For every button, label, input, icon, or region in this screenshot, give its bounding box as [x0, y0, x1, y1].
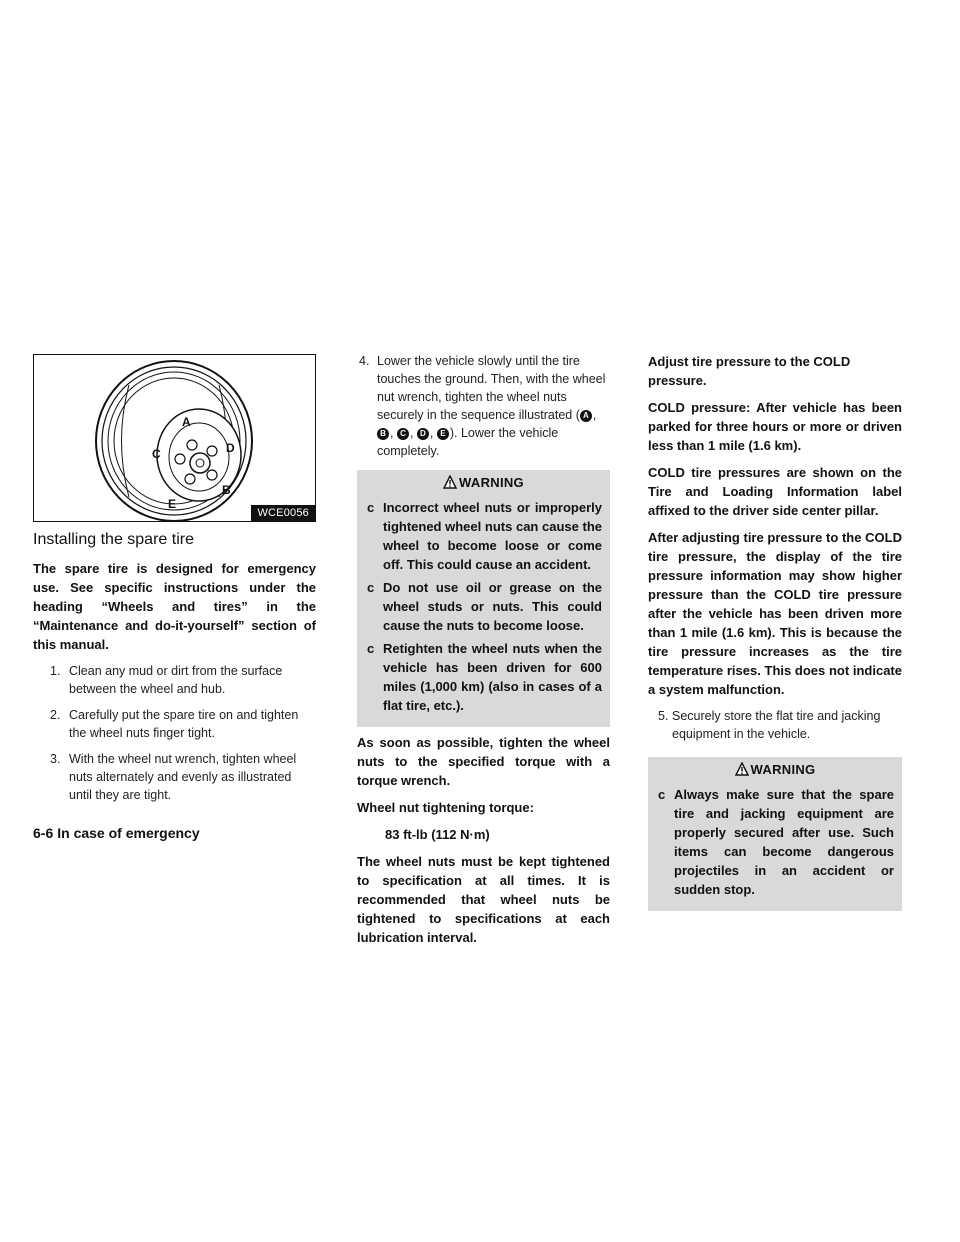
cold-definition: COLD pressure: After vehicle has been parked for three hours or more or driven less than 1 mile (1.6 km). [648, 400, 902, 453]
column-2 [357, 352, 610, 947]
warning-icon [735, 762, 749, 776]
steps-list [33, 662, 316, 804]
footer-section: In case of emergency [57, 825, 200, 841]
torque-label: Wheel nut tightening torque: [357, 800, 534, 815]
torque-value: 83 ft-lb (112 N·m) [385, 827, 490, 842]
warning-box-2 [648, 757, 902, 911]
warning-item: c Do not use oil or grease on the wheel studs or nuts. This could cause the nuts to become loose. [367, 580, 602, 633]
warning-icon [443, 475, 457, 489]
label-c: C [152, 447, 161, 461]
page-footer [33, 825, 200, 841]
warning-box [357, 470, 610, 727]
label-d: D [226, 441, 235, 455]
kept-paragraph: The wheel nuts must be kept tightened to specification at all times. It is recommended that wheel nuts be tightened to specifications at each lubrication interval. [357, 854, 610, 945]
warning-list-2 [648, 781, 902, 911]
circle-e-icon: E [437, 428, 449, 440]
step-2: 2. Carefully put the spare tire on and tighten the wheel nuts finger tight. [50, 708, 299, 740]
circle-b-icon: B [377, 428, 389, 440]
warning-header-2: WARNING [648, 757, 902, 781]
warning-item: c Incorrect wheel nuts or improperly tightened wheel nuts can cause the wheel to become loose or come off. This could cause an accident. [367, 500, 602, 572]
adjust-paragraph: Adjust tire pressure to the COLD pressure. [648, 354, 851, 388]
step-4: 4. Lower the vehicle slowly until the tire touches the ground. Then, with the wheel nut wrench, tighten the wheel nuts securely in the sequence illustrated ( A , B , C , D , E ). Lower the vehicle completely. [359, 354, 606, 458]
section-title: Installing the spare tire [33, 531, 194, 548]
step-1: 1. Clean any mud or dirt from the surface between the wheel and hub. [50, 664, 283, 696]
circle-a-icon: A [580, 410, 592, 422]
asap-paragraph: As soon as possible, tighten the wheel nuts to the specified torque with a torque wrench. [357, 735, 610, 788]
circle-d-icon: D [417, 428, 429, 440]
label-b: B [222, 483, 231, 497]
warning-item: c Always make sure that the spare tire and jacking equipment are properly secured after use. Such items can become dangerous projectiles in an accident or sudden stop. [658, 787, 894, 897]
circle-c-icon: C [397, 428, 409, 440]
intro-paragraph: The spare tire is designed for emergency use. See specific instructions under the heading “Wheels and tires” in the “Maintenance and do-it-yourself” section of this manual. [33, 561, 316, 652]
after-adjust-paragraph: After adjusting tire pressure to the COLD tire pressure, the display of the tire pressure information may show higher pressure than the COLD tire pressure after the vehicle has been driven more than 1 mile (1.6 km). This is because the tire pressure increases as the tire temperature rises. This does not indicate a system malfunction. [648, 530, 902, 697]
warning-header: WARNING [357, 470, 610, 494]
cold-shown-paragraph: COLD tire pressures are shown on the Tire and Loading Information label affixed to the driver side center pillar. [648, 465, 902, 518]
column-3 [648, 352, 902, 911]
tire-illustration [33, 354, 316, 522]
label-e: E [168, 497, 177, 511]
step-3: 3. With the wheel nut wrench, tighten wheel nuts alternately and evenly as illustrated until they are tight. [50, 752, 297, 802]
warning-list [357, 494, 610, 727]
figure-code: WCE0056 [251, 505, 315, 521]
page-number: 6-6 [33, 825, 54, 841]
warning-item: c Retighten the wheel nuts when the vehicle has been driven for 600 miles (1,000 km) (also in cases of a flat tire, etc.). [367, 641, 602, 713]
step-5: 5. Securely store the flat tire and jacking equipment in the vehicle. [658, 709, 881, 741]
label-a: A [182, 415, 191, 429]
